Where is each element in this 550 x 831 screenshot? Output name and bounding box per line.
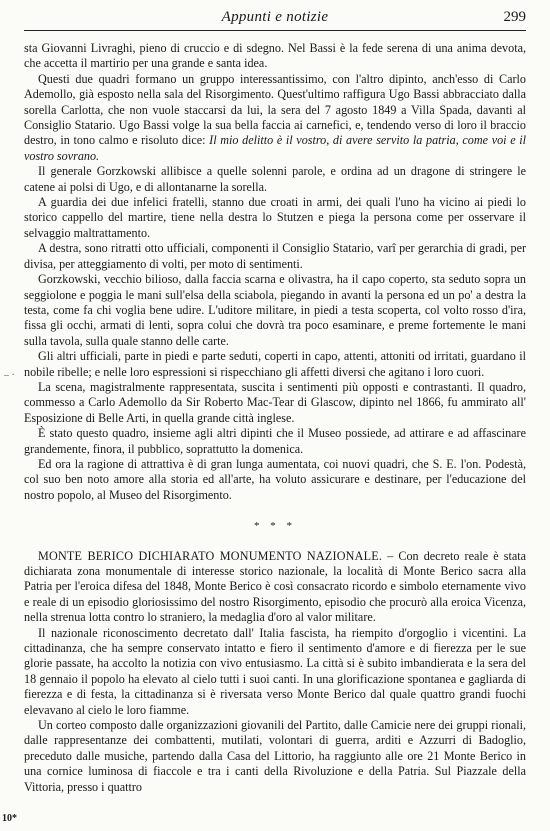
paragraph: Gli altri ufficiali, parte in piedi e parte seduti, coperti in capo, attenti, attoniti od irritati, guardano il nobile ribelle; e nelle loro espressioni si rispecchiano gli affetti diversi che agitano i loro cuori. [24, 349, 526, 379]
paragraph: Ed ora la ragione di attrattiva è di gran lunga aumentata, coi nuovi quadri, che S. E. l'on. Podestà, col suo ben noto amore alla storia ed all'arte, ha voluto assicurare e destinare, per l'educazione del nostro popolo, al Museo del Risorgimento. [24, 456, 526, 502]
paragraph: Gorzkowski, vecchio bilioso, dalla faccia scarna e olivastra, ha il capo coperto, sta seduto sopra un seggiolone e poggia le mani sull'elsa della sciabola, piegando in avanti la persona ed un po' a destra la testa, come fa chi voglia bene udire. L'uditore militare, in piedi a testa scoperta, col volto rosso d'ira, fissa gli occhi, armati di lenti, sopra colui che dovrà tra poco esaminare, e preme fortemente le mani sulla tavola, sulla quale stanno delle carte. [24, 272, 526, 348]
paragraph: A guardia dei due infelici fratelli, stanno due croati in armi, dei quali l'uno ha vicino ai piedi lo storico cappello del martire, tiene nella destra lo Stutzen e piega la persona come per osservare il selvaggio maltrattamento. [24, 195, 526, 240]
paragraph: La scena, magistralmente rappresentata, suscita i sentimenti più opposti e contrastanti. Il quadro, commesso a Carlo Ademollo da Sir Roberto Mac-Tear di Glascow, dipinto nel 1866, fu ammirato all' Esposizione di Belle Arti, in quella grande città inglese. [24, 379, 526, 425]
section-lead-paragraph: MONTE BERICO DICHIARATO MONUMENTO NAZIONALE. – Con decreto reale è stata dichiarata zona monumentale di interesse storico nazionale, la località di Monte Berico sacra alla Patria per l'eroica difesa del 1848, Monte Berico è così consacrato ricordo e simbolo eternamente vivo e reale di un episodio gloriosissimo del nostro Risorgimento, episodio che procurò alla eroica Vicenza, nella strenua lotta contro lo straniero, la medaglia d'oro al valor militare. [24, 548, 526, 625]
section-separator: * * * [254, 520, 296, 533]
page [4, 0, 526, 795]
paragraph: È stato questo quadro, insieme agli altri dipinti che il Museo possiede, ad attirare e ad affascinare grandemente, finora, il pubblico, soprattutto la domenica. [24, 426, 526, 456]
paragraph: Il nazionale riconoscimento decretato dall' Italia fascista, ha riempito d'orgoglio i vicentini. La cittadinanza, che ha sempre conservato intatto e fiero il sentimento d'amore e di fierezza per le sue glorie passate, ha accolto la notizia con vivo entusiasmo. La città si è subito imbandierata e la sera del 18 gennaio il popolo ha elevato al cielo tutti i suoi canti. In una glorificazione spontanea e gagliarda di fierezza e di festa, la cittadinanza si è riversata verso Monte Berico dal quale quattro grandi fuochi elevavano al cielo le loro fiamme. [24, 625, 526, 717]
paragraph: sta Giovanni Livraghi, pieno di cruccio e di sdegno. Nel Bassi è la fede serena di una anima devota, che accetta il martirio per una grande e santa idea. [24, 41, 526, 71]
quote: Il mio delitto è il vostro, di avere servito la patria, come voi e il vostro sovrano. [24, 133, 526, 163]
paragraph: Un corteo composto dalle organizzazioni giovanili del Partito, dalle Camicie nere dei gruppi rionali, dalle rappresentanze dei combattenti, mutilati, volontari di guerra, arditi e Azzurri di Badoglio, preceduto dalle musiche, partendo dalla Casa del Littorio, ha raggiunto alle ore 21 Monte Berico in una cornice luminosa di fiaccole e tra i canti della Rivoluzione e della Patria. Sul Piazzale della Vittoria, presso i quattro [24, 718, 526, 794]
article-body [24, 41, 526, 795]
paragraph: Il generale Gorzkowski allibisce a quelle solenni parole, e ordina ad un dragone di stringere le catene ai polsi di Ugo, e di allontanarne la sorella. [24, 164, 526, 194]
section-title: MONTE BERICO DICHIARATO MONUMENTO NAZIONALE. [38, 548, 383, 563]
running-header [24, 0, 526, 31]
paragraph: A destra, sono ritratti otto ufficiali, componenti il Consiglio Statario, varî per gerarchia di gradi, per divisa, per atteggiamento di volti, per moto di sentimenti. [24, 241, 526, 271]
signature-mark: 10* [2, 813, 17, 824]
page-number: 299 [503, 9, 526, 25]
paragraph: Questi due quadri formano un gruppo interessantissimo, con l'altro dipinto, anch'esso di Carlo Ademollo, già esposto nella sala del Risorgimento. Quest'ultimo raffigura Ugo Bassi abbracciato dalla sorella Carlotta, che non vuole staccarsi da lui, la sera del 7 agosto 1849 a Villa Spada, davanti al Consiglio Statario. Ugo Bassi volge la sua bella faccia ai carnefici, e, tendendo verso di loro il braccio destro, in tono calmo e risoluto dice: Il mio delitto è il vostro, di avere servito la patria, come voi e il vostro sovrano. [24, 71, 526, 163]
running-title: Appunti e notizie [221, 9, 329, 25]
margin-mark: – · [4, 370, 15, 381]
